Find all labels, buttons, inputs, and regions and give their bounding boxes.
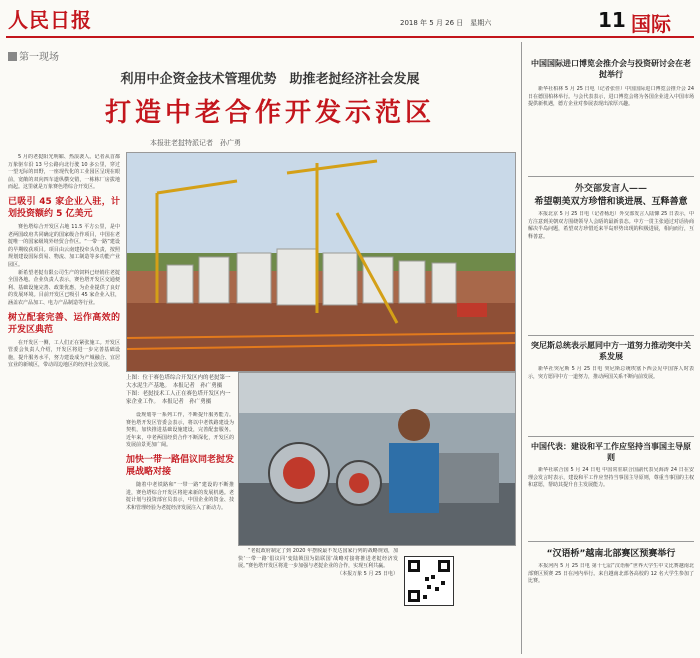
right-column <box>528 44 694 603</box>
headline: 打造中老合作开发示范区 <box>104 98 435 128</box>
section-subhead: 加快一带一路倡议同老挝发展战略对接 <box>126 454 234 477</box>
lead-paragraph: 设规划等一系列工作，不断提升服务能力。赛色塔开发区管委会表示，将以中老铁路建设为契机，加快推进基础设施建设，完善配套服务。近年来，中老两国经贸合作不断深化，开发区的发展前景更加广阔。 <box>126 412 234 449</box>
lead-paragraph: 赛色塔综合开发区占地 11.5 平方公里，是中老两国政府共同确定的国家级合作项目，中国在老挝唯一的国家级境外经贸合作区。“一带一路”建设的早期收获项目。项目由云南建投牵头负责，按照规划建设国际贸易、物流、加工制造等多功能产业园区。 <box>8 223 120 268</box>
article-paragraph: 新华社联合国 5 月 24 日电 中国常驻联合国副代表吴海涛 24 日在安理会发言时表示，建设和平工作应坚持当事国主导原则，尊重当事国的主权和意愿，帮助其提升自主发展能力。 <box>528 467 694 489</box>
section-subhead: 树立配套完善、运作高效的开发区典范 <box>8 312 120 335</box>
article-body <box>528 563 694 603</box>
article-divider <box>528 335 694 336</box>
article-title: 突尼斯总统表示愿同中方一道努力推动突中关系发展 <box>531 341 691 361</box>
newspaper-logo: 人民日报 <box>8 8 92 32</box>
qr-code-icon <box>405 557 453 605</box>
factory-worker-illustration <box>239 373 515 545</box>
photo-caption: 下图：老挝技术工人正在赛色塔开发区内一家企业工作。 本报记者 孙广勇摄 <box>126 391 231 405</box>
lead-column-1 <box>8 154 120 650</box>
construction-site-illustration <box>127 153 515 371</box>
worker-photo <box>238 372 516 546</box>
article-paragraph: 本报河内 5 月 25 日电 第十七届“汉语桥”世界大学生中文比赛越南北部赛区预赛 25 日在河内举行。来自越南北部各高校的 12 名大学生参加了比赛。 <box>528 563 694 585</box>
lead-paragraph: 新希望老挝有限公司生产的饲料已经销往老挝全国各地。企业负责人表示，赛色塔开发区交通便利、基础设施完善、政策优惠，为企业提供了良好的发展环境。目前开发区已吸引 45 家企业入驻，涵盖农产品加工、电力产品制造等行业。 <box>8 269 120 306</box>
page-number: 11 <box>598 8 626 32</box>
kicker <box>8 48 59 63</box>
article-title: “汉语桥”越南北部赛区预赛举行 <box>546 549 676 559</box>
dateline: （本报万象 5 月 25 日电） <box>337 570 398 577</box>
article-title: 中国代表：建设和平工作应坚持当事国主导原则 <box>531 442 691 462</box>
section-subhead: 已吸引 45 家企业入驻，计划投资额约 5 亿美元 <box>8 196 120 219</box>
section-title: 国际 <box>631 12 671 36</box>
article-title: 希望朝美双方珍惜和谈进展、互释善意 <box>534 197 688 207</box>
article-paragraph: 新华社柏林 5 月 25 日电（记者张佳）中国国际进口博览会推介会 24 日在德国柏林举行。与会代表表示，进口博览会将为各国企业进入中国市场提供新机遇，德方企业对参展表现出浓厚兴趣。 <box>528 86 694 108</box>
lead-column-2 <box>126 412 234 650</box>
masthead-rule <box>6 36 694 38</box>
byline: 本报驻老挝特派记者 孙广勇 <box>150 139 241 147</box>
article-divider <box>528 541 694 542</box>
article-body <box>528 366 694 432</box>
kicker-label: 第一现场 <box>19 52 59 63</box>
article-divider <box>528 176 694 177</box>
column-divider <box>521 42 522 654</box>
article-body <box>528 211 694 331</box>
article-divider <box>528 436 694 437</box>
masthead <box>0 0 700 34</box>
construction-site-photo <box>126 152 516 372</box>
article-paragraph: 本报北京 5 月 25 日电（记者杨迅）外交部发言人陆慷 25 日表示，中方注意到美朝双方围绕领导人会晤的最新表态。中方一贯主张通过对话协商解决半岛问题，希望双方珍惜近来半岛形势出现的积极进展，相向而行，互释善意。 <box>528 211 694 240</box>
photo-caption: 上图：位于赛色塔综合开发区内的老挝第一大水泥生产基地。 本报记者 孙广勇摄 <box>126 375 231 389</box>
subheadline: 利用中企资金技术管理优势 助推老挝经济社会发展 <box>120 72 420 87</box>
kicker-box-icon <box>8 52 17 61</box>
article-title: 中国国际进口博览会推介会与投资研讨会在老挝举行 <box>531 59 691 79</box>
lead-paragraph: 在开发区一侧，工人们正在紧张施工。开发区管委会负责人介绍，开发区将进一步完善基础设施，提升服务水平，努力建设成为产城融合、宜居宜业的新城区，带动周边地区的经济社会发展。 <box>8 339 120 369</box>
article-paragraph: 新华社突尼斯 5 月 25 日电 突尼斯总统埃塞卜西会见中国客人时表示，突方愿同中方一道努力，推动两国关系不断向前发展。 <box>528 366 694 380</box>
article-body <box>528 467 694 537</box>
qr-code[interactable] <box>404 556 454 606</box>
issue-date: 2018 年 5 月 26 日 星期六 <box>400 19 492 27</box>
lead-paragraph: 随着中老铁路和“一带一路”建设的不断推进，赛色塔综合开发区将迎来新的发展机遇。老挝计划与投资部官员表示，中国企业的资金、技术和管理经验为老挝经济发展注入了新动力。 <box>126 481 234 511</box>
lead-column-3 <box>238 548 398 650</box>
lead-paragraph: “老挝政府制定了到 2020 年摆脱最不发达国家行列的战略规划，加快‘一带一路’倡议同‘变陆锁国为陆联国’战略对接将推进老挝经济发展。”赛色塔开发区将进一步加强与老挝企业的合作，实现互利共赢。 <box>238 548 398 570</box>
article-body <box>528 86 694 172</box>
article-kicker: 外交部发言人—— <box>574 184 647 194</box>
lead-paragraph: 5 月的老挝阳光明媚、热浪袭人。记者从首都万象驱车沿 13 号公路向北行驶 10 多公里，穿过一望无际的田野，一座现代化的工业园区呈现在眼前，宽敞的双向四车道纵横交错，一栋栋厂房拔地而起。这里就是万象赛色塔综合开发区。 <box>8 154 120 191</box>
